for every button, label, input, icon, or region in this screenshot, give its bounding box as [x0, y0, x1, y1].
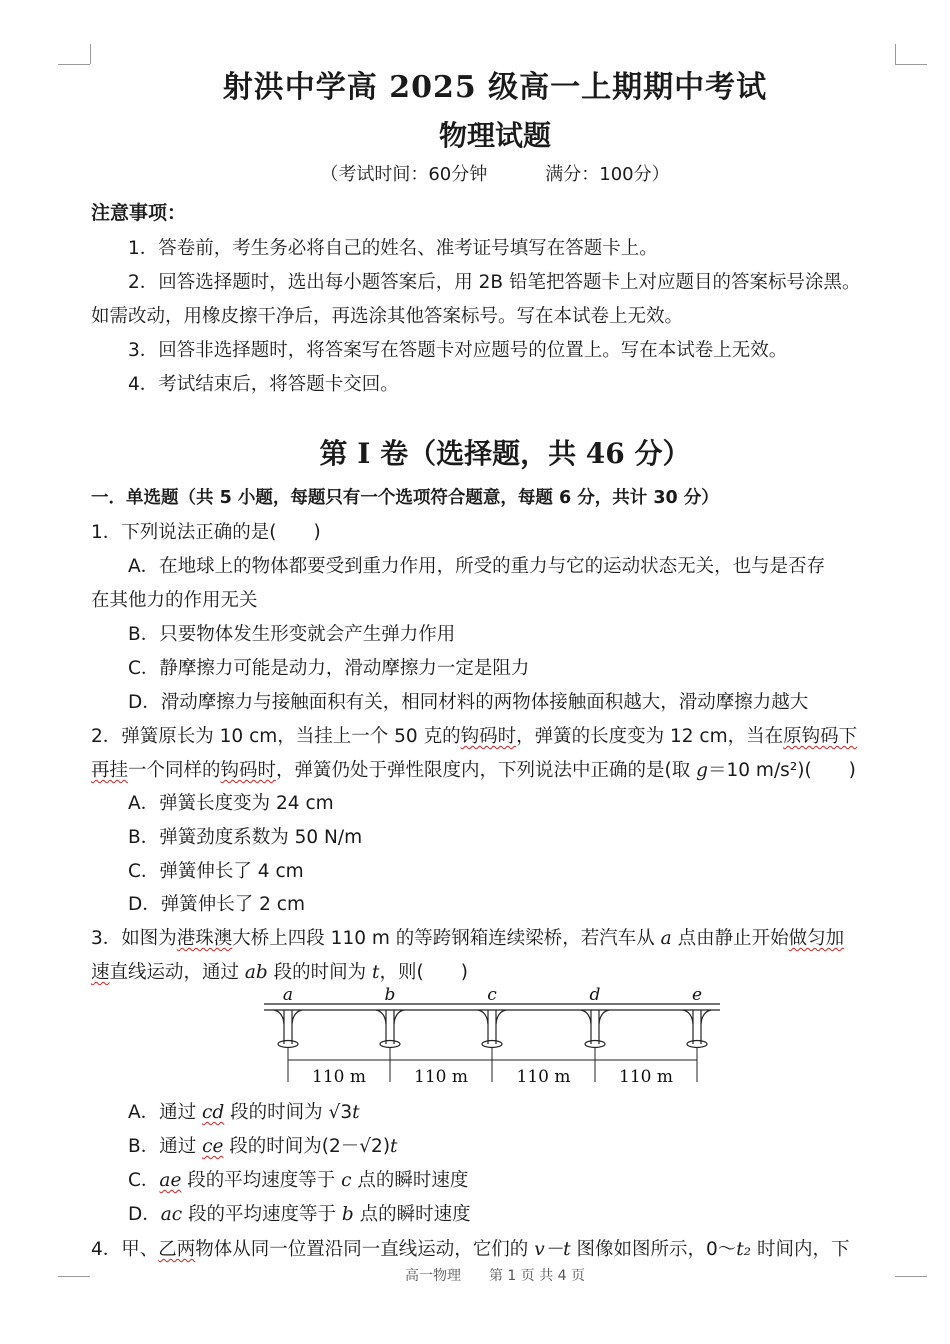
q1-option-d: D．滑动摩擦力与接触面积有关，相同材料的两物体接触面积越大，滑动摩擦力越大 — [128, 692, 809, 713]
q2-option-a: A．弹簧长度变为 24 cm — [128, 793, 334, 814]
q2-option-d: D．弹簧伸长了 2 cm — [128, 894, 305, 915]
point-label-e: e — [691, 986, 703, 1005]
q2-option-c: C．弹簧伸长了 4 cm — [128, 861, 304, 882]
crop-mark-top-right-v — [895, 44, 896, 64]
exam-score: 满分：100分） — [545, 164, 670, 185]
point-label-c: c — [487, 986, 497, 1005]
notice-item-2-cont: 如需改动，用橡皮擦干净后，再选涂其他答案标号。写在本试卷上无效。 — [91, 306, 684, 327]
q1-stem: 1．下列说法正确的是( ) — [91, 522, 321, 543]
bridge-pier — [274, 1010, 302, 1082]
notice-item-3: 3．回答非选择题时，将答案写在答题卡对应题号的位置上。写在本试卷上无效。 — [128, 340, 788, 361]
point-label-a: a — [282, 986, 294, 1005]
span-label: 110 m — [516, 1067, 571, 1087]
q3-option-a: A．通过 cd 段的时间为 √3t — [128, 1102, 360, 1123]
bridge-figure — [262, 986, 722, 1090]
q1-option-a: A．在地球上的物体都要受到重力作用，所受的重力与它的运动状态无关，也与是否存 — [128, 556, 826, 577]
part-title: 一．单选题（共 5 小题，每题只有一个选项符合题意，每题 6 分，共计 30 分） — [91, 488, 719, 508]
span-label: 110 m — [619, 1067, 673, 1087]
point-label-b: b — [384, 986, 396, 1005]
bridge-pier — [376, 1010, 404, 1082]
notice-item-2: 2．回答选择题时，选出每小题答案后，用 2B 铅笔把答题卡上对应题目的答案标号涂黑。 — [128, 272, 861, 293]
bridge-pier — [683, 1010, 711, 1082]
q3-option-d: D．ac 段的平均速度等于 b 点的瞬时速度 — [128, 1204, 471, 1225]
exam-title: 射洪中学高 2025 级高一上期期中考试 — [222, 70, 768, 105]
q3-option-c: C．ae 段的平均速度等于 c 点的瞬时速度 — [128, 1170, 469, 1191]
q2-stem-line1: 2．弹簧原长为 10 cm，当挂上一个 50 克的钩码时，弹簧的长度变为 12 cm，当在原钩码下 — [91, 726, 858, 747]
section-title: 第 I 卷（选择题，共 46 分） — [319, 437, 691, 470]
q1-option-c: C．静摩擦力可能是动力，滑动摩擦力一定是阻力 — [128, 658, 530, 679]
q2-option-b: B．弹簧劲度系数为 50 N/m — [128, 827, 363, 848]
q2-stem-line2: 再挂一个同样的钩码时，弹簧仍处于弹性限度内，下列说法中正确的是(取 g＝10 m/s²)( ) — [91, 760, 856, 781]
notice-heading: 注意事项： — [91, 202, 187, 224]
bridge-pier — [581, 1010, 609, 1082]
span-label: 110 m — [312, 1067, 366, 1087]
exam-subject: 物理试题 — [438, 119, 551, 152]
q3-stem-line2: 速直线运动，通过 ab 段的时间为 t，则( ) — [91, 962, 468, 983]
crop-mark-top-left-v — [90, 44, 91, 64]
span-label: 110 m — [414, 1067, 468, 1087]
exam-time: （考试时间：60分钟 — [320, 164, 488, 185]
point-label-d: d — [589, 986, 601, 1005]
notice-item-4: 4．考试结束后，将答题卡交回。 — [128, 374, 399, 395]
q1-option-a-cont: 在其他力的作用无关 — [91, 590, 258, 611]
q3-stem-line1: 3．如图为港珠澳大桥上四段 110 m 的等跨钢箱连续梁桥，若汽车从 a 点由静止开始做匀加 — [91, 928, 845, 949]
exam-info — [0, 160, 950, 186]
q4-stem-line1: 4．甲、乙两物体从同一位置沿同一直线运动，它们的 v－t 图像如图所示，0～t₂ 时间内，下 — [91, 1239, 850, 1260]
q1-option-b: B．只要物体发生形变就会产生弹力作用 — [128, 624, 456, 645]
page-footer: 高一物理 第 1 页 共 4 页 — [404, 1268, 586, 1284]
q3-option-b: B．通过 ce 段的时间为(2－√2)t — [128, 1136, 398, 1157]
notice-item-1: 1．答卷前，考生务必将自己的姓名、准考证号填写在答题卡上。 — [128, 238, 658, 259]
bridge-pier — [478, 1010, 506, 1082]
